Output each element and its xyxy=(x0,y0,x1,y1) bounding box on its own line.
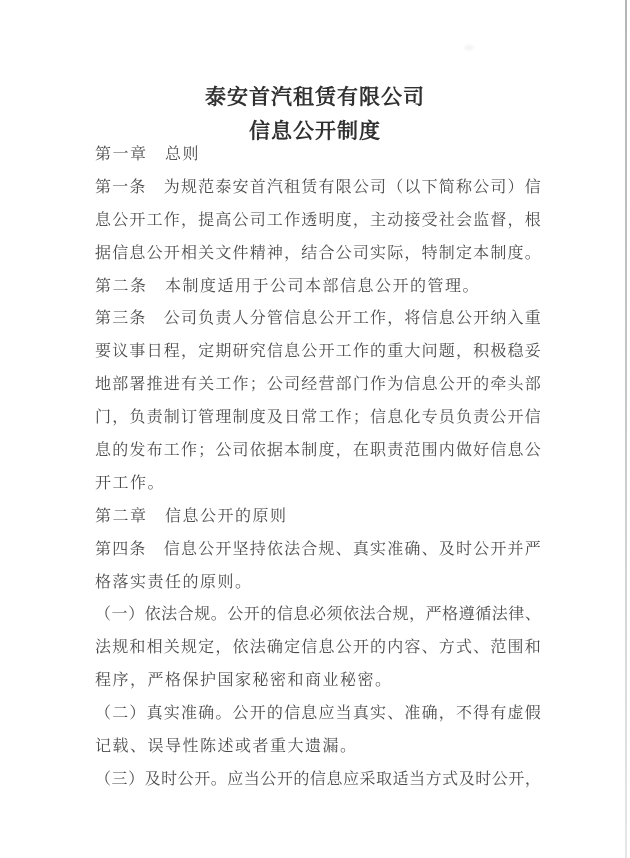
document-line: （ 三 ） 及 时 公 开 。 应 当 公 开 的 信 息 应 采 取 适 当 方 式 及 时 公 开 ， xyxy=(95,770,541,788)
document-line: 据 信 息 公 开 相 关 文 件 精 神 ， 结 合 公 司 实 际 ， 特 制 定 本 制 度 。 xyxy=(95,244,541,262)
document-line: 息 公 开 工 作 ， 提 高 公 司 工 作 透 明 度 ， 主 动 接 受 社 会 监 督 ， 根 xyxy=(95,211,541,229)
document-line: 第一章 总则 xyxy=(95,146,201,163)
document-line: 第 三 条 公 司 负 责 人 分 管 信 息 公 开 工 作 ， 将 信 息 公 开 纳 入 重 xyxy=(95,310,541,328)
document-line: 第二章 信息公开的原则 xyxy=(95,507,288,525)
document-line: 息 的 发 布 工 作 ； 公 司 依 据 本 制 度 ， 在 职 责 范 围 内 做 好 信 息 公 xyxy=(95,442,541,460)
document-line: 地 部 署 推 进 有 关 工 作 ； 公 司 经 营 部 门 作 为 信 息 公 开 的 牵 头 部 xyxy=(95,376,541,394)
document-title: 泰安首汽租赁有限公司 xyxy=(205,85,425,109)
document-line: （ 一 ） 依 法 合 规 。 公 开 的 信 息 必 须 依 法 合 规 ， 严 格 遵 循 法 律 、 xyxy=(95,606,541,624)
document-title-block xyxy=(0,80,630,148)
document-line: （ 二 ） 真 实 准 确 。 公 开 的 信 息 应 当 真 实 、 准 确 ， 不 得 有 虚 假 xyxy=(95,705,541,723)
document-line: 第 一 条 为 规 范 泰 安 首 汽 租 赁 有 限 公 司 （ 以 下 简 称 公 司 ） 信 xyxy=(95,178,541,196)
document-line: 开工作。 xyxy=(95,474,166,492)
document-body xyxy=(95,139,541,797)
document-line: 格落实责任的原则。 xyxy=(95,573,253,591)
document-line: 门 ， 负 责 制 订 管 理 制 度 及 日 常 工 作 ； 信 息 化 专 员 负 责 公 开 信 xyxy=(95,409,541,427)
document-line: 法 规 和 相 关 规 定 ， 依 法 确 定 信 息 公 开 的 内 容 、 方 式 、 范 围 和 xyxy=(95,639,541,657)
document-line: 记载、误导性陈述或者重大遗漏。 xyxy=(95,738,358,756)
scan-smudge xyxy=(462,43,476,52)
document-line: 要 议 事 日 程 ， 定 期 研 究 信 息 公 开 工 作 的 重 大 问 题 ， 积 极 稳 妥 xyxy=(95,343,541,361)
document-line: 第二条 本制度适用于公司本部信息公开的管理。 xyxy=(95,277,481,295)
document-line: 程序，严格保护国家秘密和商业秘密。 xyxy=(95,672,393,690)
document-line: 第 四 条 信 息 公 开 坚 持 依 法 合 规 、 真 实 准 确 、 及 时 公 开 并 严 xyxy=(95,540,541,558)
document-subtitle: 信息公开制度 xyxy=(249,119,381,143)
